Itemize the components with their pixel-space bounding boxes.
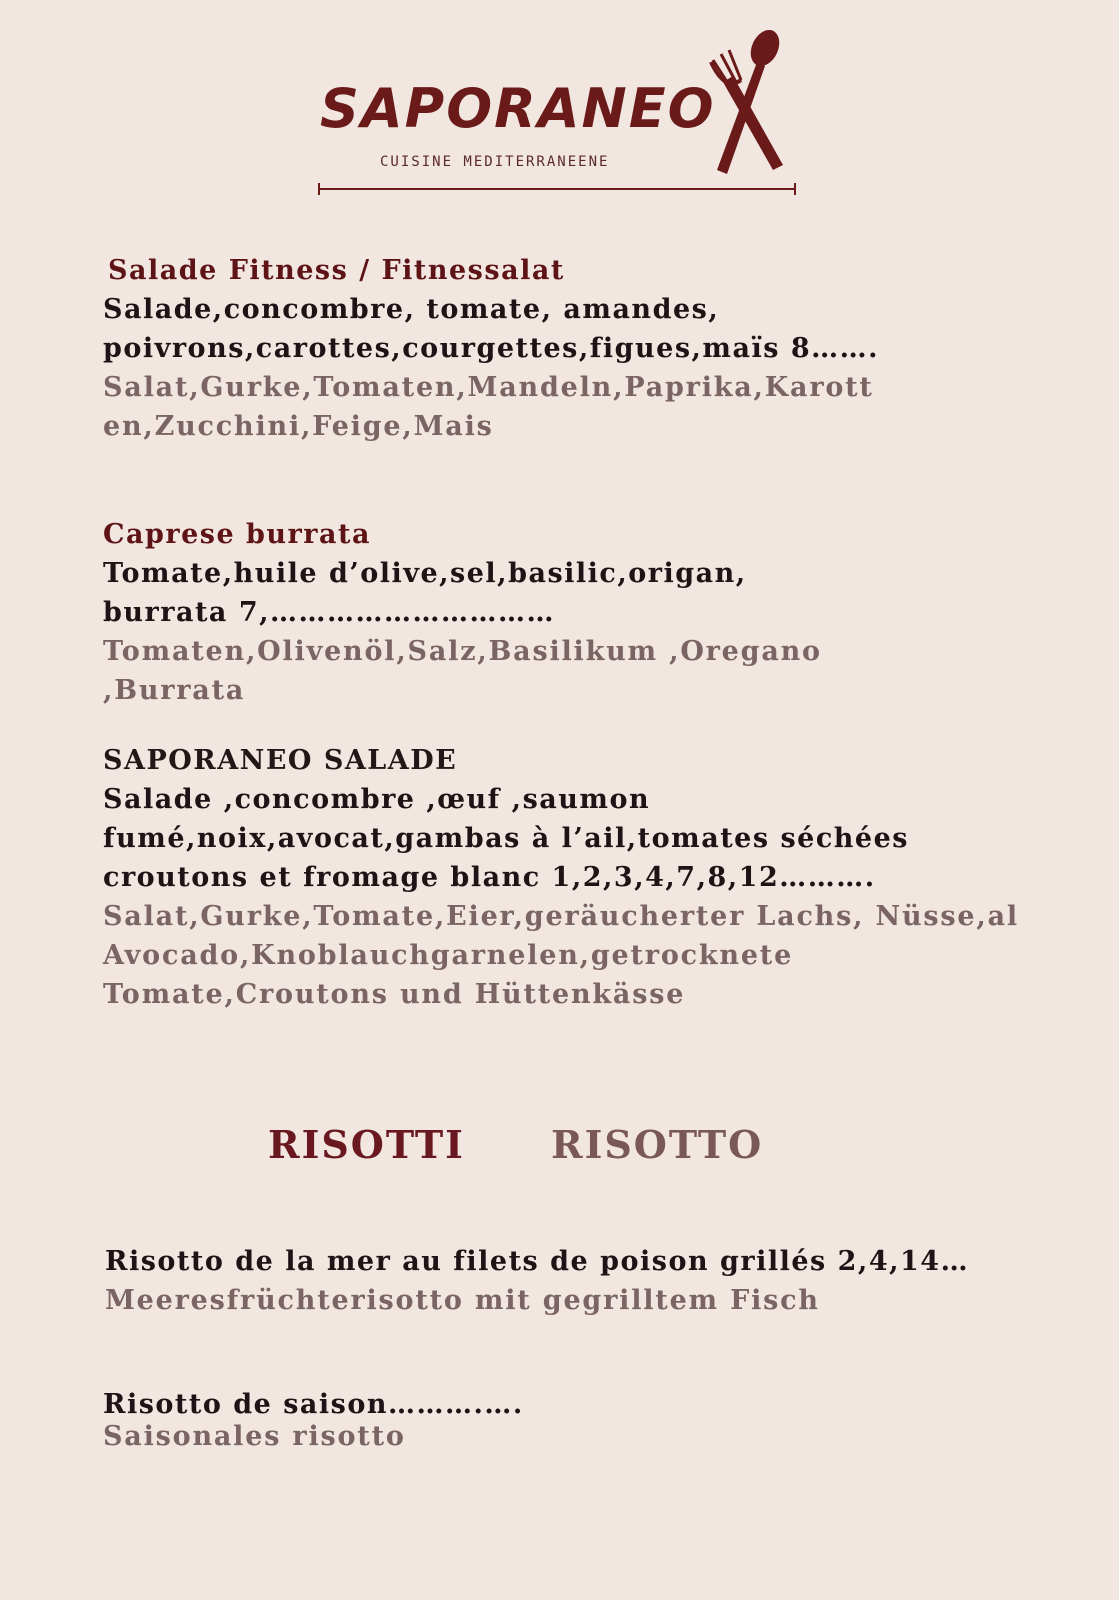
restaurant-logo [310,30,810,205]
item-description-de [103,1422,1003,1452]
logo-tagline: CUISINE MEDITERRANEENE [380,154,610,170]
logo-underline [318,188,796,190]
section-heading-de: RISOTTO [551,1122,764,1167]
item-title: SAPORANEO SALADE [103,745,458,776]
item-title: Caprese burrata [103,519,371,550]
fr-line: burrata 7,………………………… [103,596,556,628]
de-line: Salat,Gurke,Tomaten,Mandeln,Paprika,Karott [103,371,874,403]
de-line: Tomaten,Olivenöl,Salz,Basilikum ,Oregano [103,635,822,667]
menu-item-caprese-burrata [103,518,1003,710]
logo-name: SAPORANEO [320,77,716,140]
section-heading-fr: RISOTTI [268,1122,465,1167]
item-description-de [103,368,1003,446]
menu-item-risotto-mer [105,1242,1005,1320]
item-title: Salade Fitness / Fitnessalat [108,255,565,286]
fr-line: croutons et fromage blanc 1,2,3,4,7,8,12………. [103,861,876,893]
item-description-fr [103,780,1003,897]
de-line: Saisonales risotto [103,1421,406,1452]
de-line: Tomate,Croutons und Hüttenkässe [103,978,686,1010]
fork-spoon-icon [695,30,795,180]
fr-line: fumé,noix,avocat,gambas à l’ail,tomates séchées [103,822,909,854]
fr-line: Salade,concombre, tomate, amandes, [103,293,720,325]
de-line: en,Zucchini,Feige,Mais [103,410,494,442]
item-description-de [103,897,1019,1014]
menu-item-risotto-saison [103,1388,1003,1452]
de-line: Meeresfrüchterisotto mit gegrilltem Fisch [105,1285,820,1316]
fr-line: Tomate,huile d’olive,sel,basilic,origan, [103,557,747,589]
fr-line: Salade ,concombre ,œuf ,saumon [103,783,651,815]
item-description-de [103,632,1003,710]
de-line: Avocado,Knoblauchgarnelen,getrocknete [103,939,794,971]
menu-item-saporaneo-salade [103,744,1019,1014]
de-line: ,Burrata [103,674,246,706]
menu-item-salade-fitness [103,254,1003,446]
item-description-fr [103,554,1003,632]
item-title: Risotto de la mer au filets de poison grillés 2,4,14… [105,1246,970,1277]
item-description-de [105,1281,1005,1320]
item-description-fr [103,290,1003,368]
fr-line: poivrons,carottes,courgettes,figues,maïs 8……. [103,332,880,364]
de-line: Salat,Gurke,Tomate,Eier,geräucherter Lachs, Nüsse,al [103,900,1019,932]
item-title: Risotto de saison……….…. [103,1389,524,1420]
